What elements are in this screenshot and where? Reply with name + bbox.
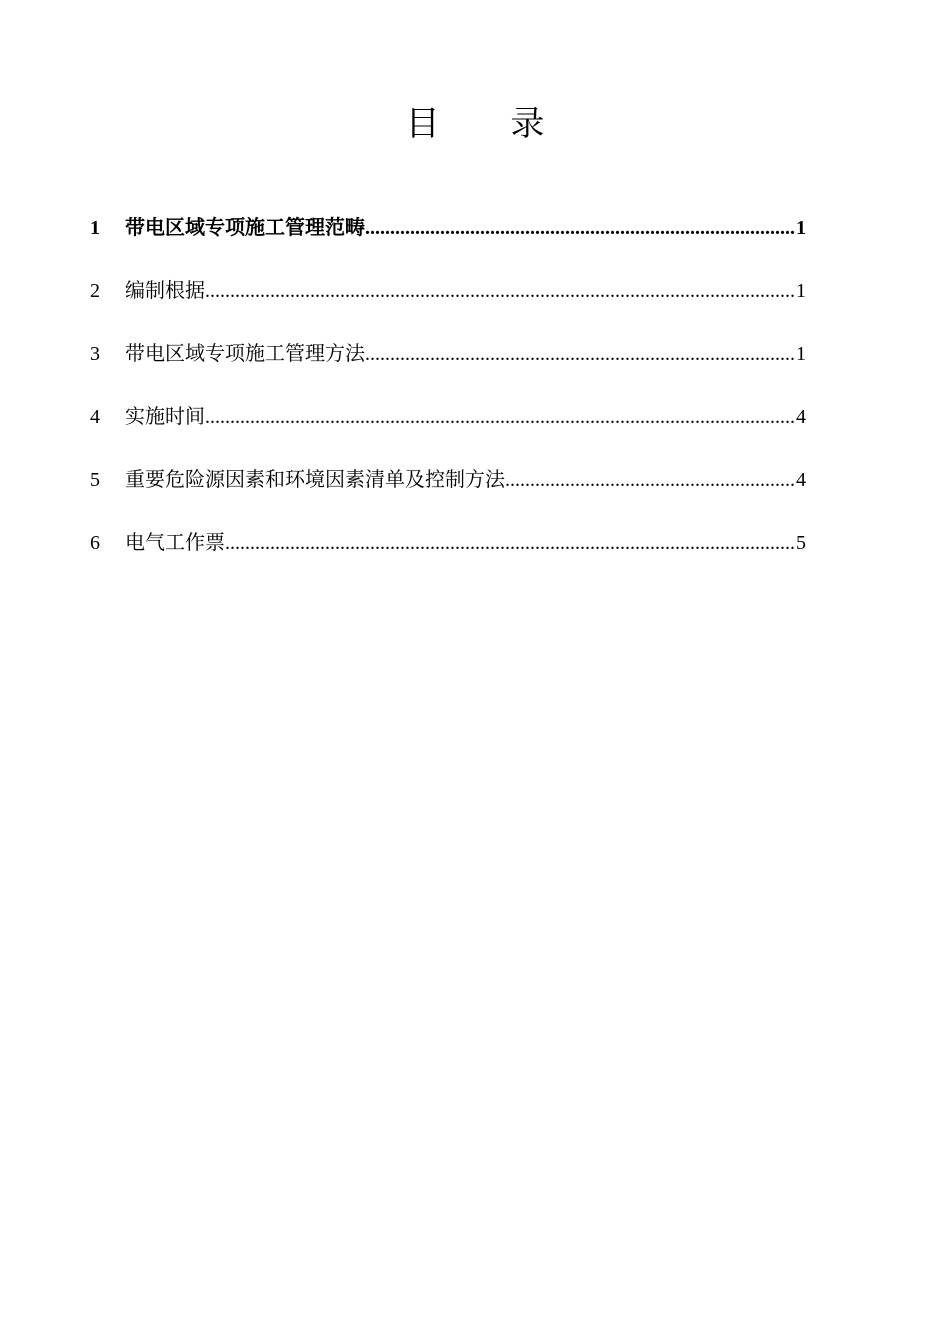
toc-entry-number: 1 bbox=[90, 217, 100, 239]
toc-entry-page: 1 bbox=[796, 217, 806, 239]
toc-entry-number: 5 bbox=[90, 469, 100, 491]
toc-dot-leader bbox=[205, 274, 796, 309]
toc-entry-page: 1 bbox=[796, 343, 806, 365]
toc-entry-text: 带电区域专项施工管理范畴 bbox=[125, 215, 365, 239]
toc-entry[interactable] bbox=[90, 462, 806, 525]
toc-entry-number: 3 bbox=[90, 343, 100, 365]
toc-dot-leader bbox=[225, 526, 796, 561]
toc-dot-leader bbox=[505, 463, 796, 498]
toc-entry-text: 重要危险源因素和环境因素清单及控制方法 bbox=[125, 467, 505, 491]
toc-entry-number: 4 bbox=[90, 406, 100, 428]
toc-dot-leader bbox=[365, 337, 796, 372]
toc-entry[interactable] bbox=[90, 336, 806, 399]
toc-dot-leader bbox=[365, 211, 796, 246]
toc-entry[interactable] bbox=[90, 399, 806, 462]
page-title: 目 录 bbox=[405, 104, 575, 144]
table-of-contents bbox=[90, 210, 806, 588]
toc-entry-page: 4 bbox=[796, 469, 806, 491]
toc-entry-page: 5 bbox=[796, 532, 806, 554]
toc-entry-page: 4 bbox=[796, 406, 806, 428]
toc-entry[interactable] bbox=[90, 210, 806, 273]
toc-entry-number: 6 bbox=[90, 532, 100, 554]
toc-entry-text: 带电区域专项施工管理方法 bbox=[125, 341, 365, 365]
toc-entry-text: 实施时间 bbox=[125, 404, 205, 428]
toc-entry[interactable] bbox=[90, 525, 806, 588]
toc-entry-page: 1 bbox=[796, 280, 806, 302]
toc-entry-text: 电气工作票 bbox=[125, 530, 225, 554]
toc-entry-text: 编制根据 bbox=[125, 278, 205, 302]
toc-dot-leader bbox=[205, 400, 796, 435]
toc-entry[interactable] bbox=[90, 273, 806, 336]
toc-entry-number: 2 bbox=[90, 280, 100, 302]
